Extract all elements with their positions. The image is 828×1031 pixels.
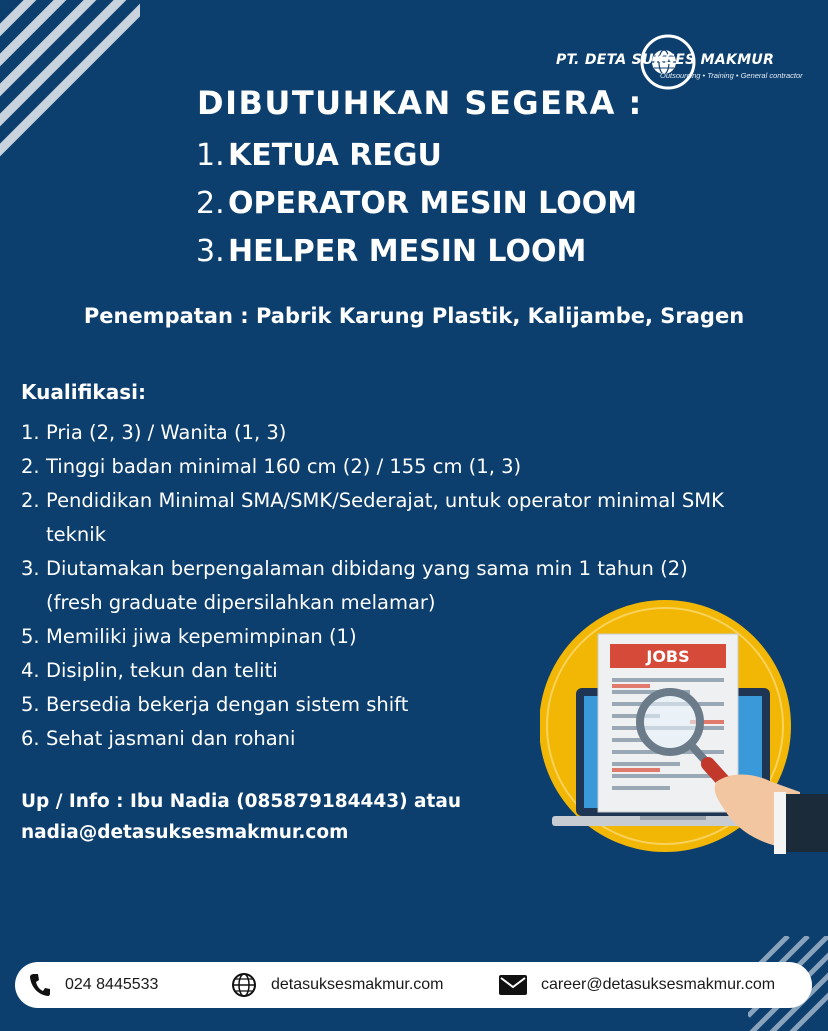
contact-info	[21, 786, 461, 848]
email-address: career@detasuksesmakmur.com	[541, 976, 776, 993]
phone-number: 024 8445533	[65, 976, 159, 993]
position-title: KETUA REGU	[228, 138, 442, 173]
globe-icon	[231, 972, 257, 998]
qualification-number: 1.	[21, 421, 40, 444]
qualification-number: 4.	[21, 659, 40, 682]
qualification-number: 6.	[21, 727, 40, 750]
company-tagline: Outsourcing • Training • General contractor	[660, 71, 803, 80]
position-number: 3.	[196, 234, 225, 269]
jobs-label: JOBS	[646, 647, 690, 666]
qualification-text: Bersedia bekerja dengan sistem shift	[46, 693, 409, 716]
qualification-number: 2.	[21, 489, 40, 512]
contact-email: nadia@detasuksesmakmur.com	[21, 822, 349, 843]
qualification-text: Disiplin, tekun dan teliti	[46, 659, 278, 682]
phone-icon	[29, 973, 51, 997]
qualification-item	[21, 484, 781, 552]
qualification-text: Diutamakan berpengalaman dibidang yang sama min 1 tahun (2) (fresh graduate dipersilahkan melamar)	[46, 557, 688, 614]
website-url: detasuksesmakmur.com	[271, 976, 444, 993]
position-title: HELPER MESIN LOOM	[228, 234, 587, 269]
envelope-icon	[499, 975, 527, 995]
position-item	[196, 138, 637, 186]
footer-phone[interactable]	[29, 962, 158, 1008]
position-item	[196, 234, 637, 282]
qualification-item	[21, 450, 781, 484]
position-item	[196, 186, 637, 234]
qualification-number: 3.	[21, 557, 40, 580]
positions-list	[196, 138, 637, 282]
qualification-number: 2.	[21, 455, 40, 478]
footer-email[interactable]	[499, 962, 775, 1008]
decorative-stripes-top-left	[0, 0, 140, 160]
position-number: 2.	[196, 186, 225, 221]
magnifier-icon	[640, 692, 700, 752]
qualification-text: Memiliki jiwa kepemimpinan (1)	[46, 625, 357, 648]
qualification-text: Tinggi badan minimal 160 cm (2) / 155 cm (1, 3)	[46, 455, 522, 478]
position-number: 1.	[196, 138, 225, 173]
footer-contact-bar	[15, 962, 812, 1008]
footer-website[interactable]	[231, 962, 444, 1008]
jobs-illustration	[540, 596, 828, 880]
qualifications-title: Kualifikasi:	[21, 380, 146, 404]
qualification-number: 5.	[21, 625, 40, 648]
placement-location: Penempatan : Pabrik Karung Plastik, Kalijambe, Sragen	[83, 304, 745, 328]
position-title: OPERATOR MESIN LOOM	[228, 186, 638, 221]
qualification-item	[21, 416, 781, 450]
contact-person: Up / Info : Ibu Nadia (085879184443) atau	[21, 791, 462, 812]
qualification-text: Pria (2, 3) / Wanita (1, 3)	[46, 421, 287, 444]
qualification-number: 5.	[21, 693, 40, 716]
headline: DIBUTUHKAN SEGERA :	[197, 84, 643, 122]
company-name: PT. DETA SUKSES MAKMUR	[556, 52, 775, 68]
qualification-text: Pendidikan Minimal SMA/SMK/Sederajat, untuk operator minimal SMK teknik	[46, 489, 724, 546]
qualification-text: Sehat jasmani dan rohani	[46, 727, 296, 750]
